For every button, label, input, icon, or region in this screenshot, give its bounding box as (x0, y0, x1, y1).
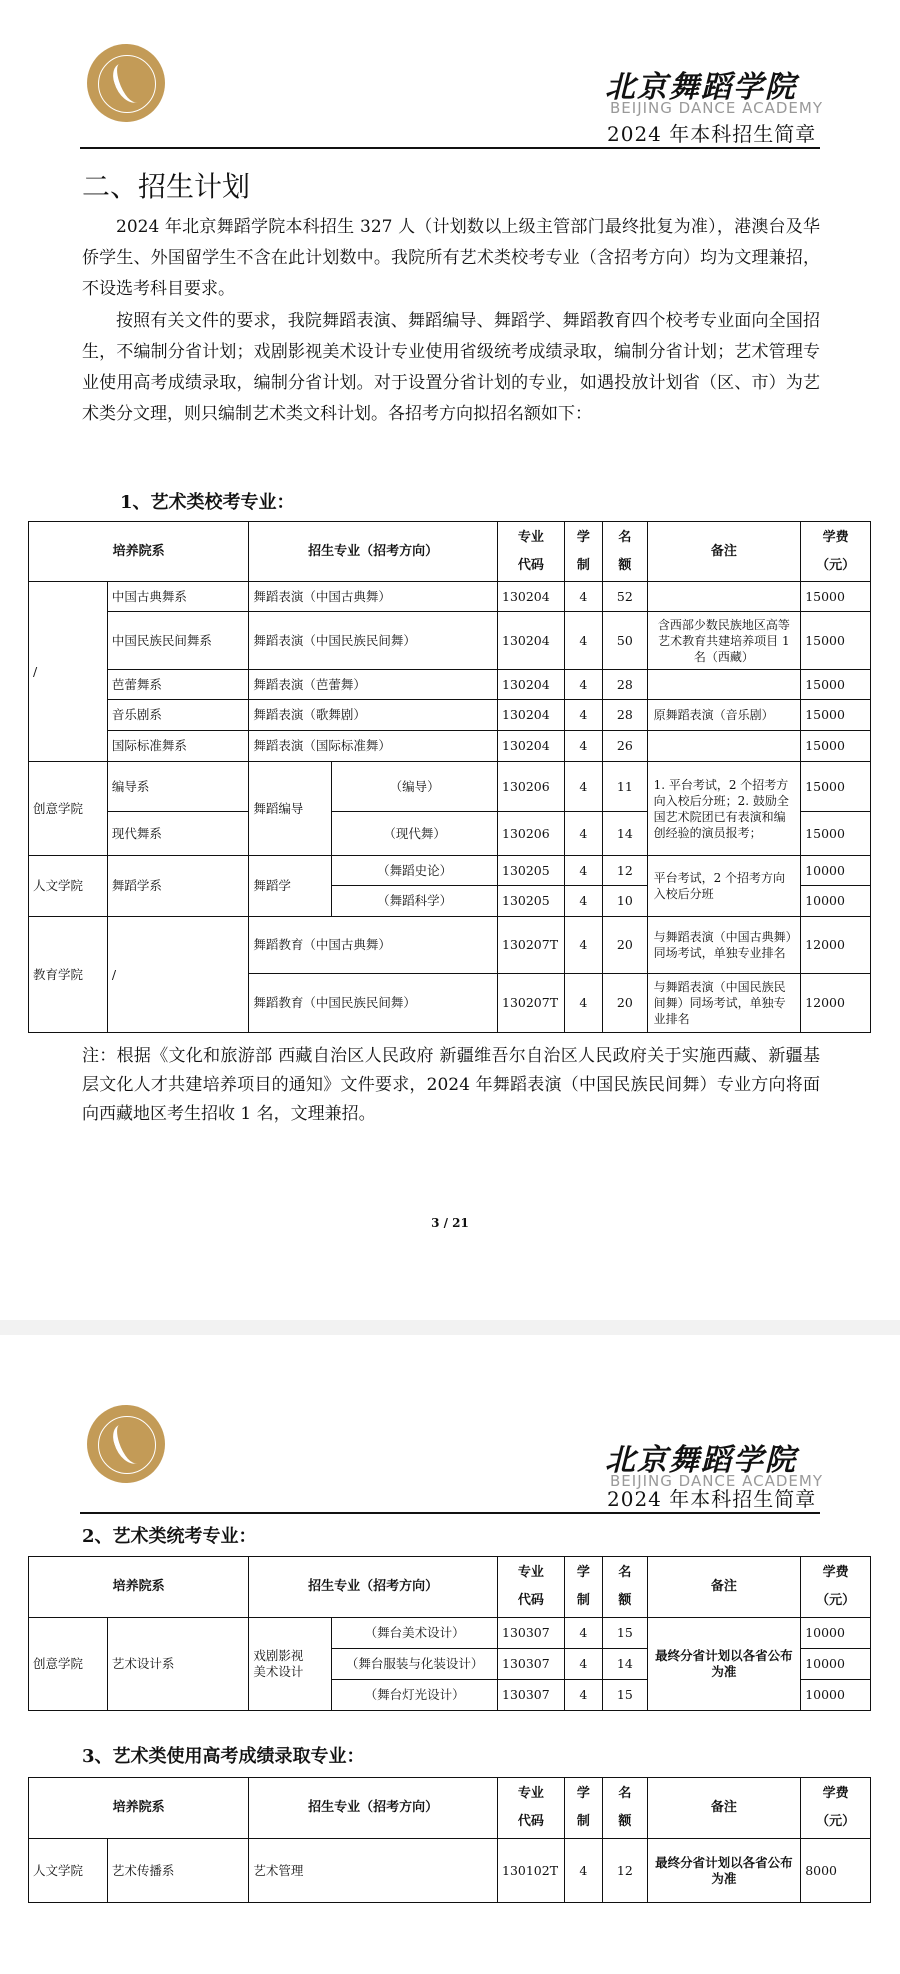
years-cell: 4 (564, 1649, 602, 1680)
header-quota: 名 额 (603, 1557, 647, 1618)
remark-cell: 最终分省计划以各省公布为准 (647, 1618, 801, 1711)
table-unified-exam-majors (28, 1556, 871, 1711)
fee-cell: 10000 (801, 856, 871, 886)
dept-cell: 中国古典舞系 (107, 582, 249, 612)
years-cell: 4 (564, 886, 602, 917)
code-cell: 130207T (498, 917, 565, 974)
code-cell: 130204 (498, 582, 565, 612)
fee-cell: 15000 (801, 812, 871, 856)
college-cell: 创意学院 (29, 762, 108, 856)
dept-cell: / (107, 917, 249, 1033)
remark-cell (647, 731, 801, 762)
remark-cell (647, 670, 801, 700)
table-school-exam-majors (28, 521, 871, 1033)
document-page-4 (0, 1335, 900, 1974)
header-years: 学 制 (564, 522, 602, 582)
fee-cell: 15000 (801, 731, 871, 762)
major-cell: 舞蹈教育（中国民族民间舞） (249, 974, 498, 1033)
header-fee: 学费 （元） (801, 522, 871, 582)
intro-paragraph-2: 按照有关文件的要求，我院舞蹈表演、舞蹈编导、舞蹈学、舞蹈教育四个校考专业面向全国招生，不编制分省计划；戏剧影视美术设计专业使用省级统考成绩录取，编制分省计划；艺术管理专业使用高考成绩录取，编制分省计划。对于设置分省计划的专业，如遇投放计划省（区、市）为艺术类分文理，则只编制艺术类文科计划。各招考方向拟招名额如下： (82, 311, 820, 424)
quota-cell: 28 (603, 670, 647, 700)
header-remark: 备注 (647, 522, 801, 582)
table-row (29, 917, 871, 974)
table-header-row (29, 1557, 871, 1618)
fee-cell: 8000 (801, 1839, 871, 1903)
fee-cell: 15000 (801, 762, 871, 812)
years-cell: 4 (564, 812, 602, 856)
quota-cell: 20 (603, 917, 647, 974)
header-fee: 学费 （元） (801, 1778, 871, 1839)
quota-cell: 12 (603, 856, 647, 886)
header-quota: 名 额 (603, 1778, 647, 1839)
direction-cell: （舞台灯光设计） (332, 1680, 498, 1711)
dept-cell: 编导系 (107, 762, 249, 812)
header-rule (80, 1512, 820, 1514)
footnote: 注：根据《文化和旅游部 西藏自治区人民政府 新疆维吾尔自治区人民政府关于实施西藏、新疆基层文化人才共建培养项目的通知》文件要求，2024 年舞蹈表演（中国民族民间舞）专业方向将面向西藏地区考生招收 1 名，文理兼招。 (82, 1046, 820, 1124)
years-cell: 4 (564, 700, 602, 731)
code-cell: 130307 (498, 1680, 565, 1711)
dept-cell: 舞蹈学系 (107, 856, 249, 917)
remark-cell: 最终分省计划以各省公布为准 (647, 1839, 801, 1903)
college-cell: / (29, 582, 108, 762)
table-row (29, 1618, 871, 1649)
major-cell: 戏剧影视 美术设计 (249, 1618, 332, 1711)
section-title: 二、招生计划 (82, 170, 251, 203)
school-name-en: BEIJING DANCE ACADEMY (610, 1472, 824, 1490)
code-cell: 130102T (498, 1839, 565, 1903)
table-header-row (29, 1778, 871, 1839)
fee-cell: 10000 (801, 886, 871, 917)
quota-cell: 20 (603, 974, 647, 1033)
table-row (29, 731, 871, 762)
table-header-row (29, 522, 871, 582)
years-cell: 4 (564, 1839, 602, 1903)
years-cell: 4 (564, 1680, 602, 1711)
header-college: 培养院系 (29, 1778, 249, 1839)
direction-cell: （舞台服装与化装设计） (332, 1649, 498, 1680)
dept-cell: 中国民族民间舞系 (107, 612, 249, 670)
quota-cell: 12 (603, 1839, 647, 1903)
code-cell: 130204 (498, 731, 565, 762)
academy-seal-logo (87, 44, 165, 122)
subheading-unified-exam: 2、艺术类统考专业： (82, 1526, 257, 1547)
page-header (0, 0, 900, 150)
subheading-gaokao-majors: 3、艺术类使用高考成绩录取专业： (82, 1746, 365, 1767)
major-cell: 舞蹈表演（国际标准舞） (249, 731, 498, 762)
table-row (29, 856, 871, 886)
remark-cell: 与舞蹈表演（中国古典舞）同场考试，单独专业排名 (647, 917, 801, 974)
quota-cell: 14 (603, 812, 647, 856)
subheading-school-exam: 1、艺术类校考专业： (120, 492, 295, 513)
header-major: 招生专业（招考方向） (249, 1778, 498, 1839)
table-row (29, 582, 871, 612)
fee-cell: 15000 (801, 700, 871, 731)
college-cell: 创意学院 (29, 1618, 108, 1711)
header-major: 招生专业（招考方向） (249, 1557, 498, 1618)
dept-cell: 艺术设计系 (107, 1618, 249, 1711)
header-remark: 备注 (647, 1557, 801, 1618)
header-years: 学 制 (564, 1778, 602, 1839)
table-row (29, 762, 871, 812)
code-cell: 130205 (498, 886, 565, 917)
quota-cell: 28 (603, 700, 647, 731)
code-cell: 130206 (498, 762, 565, 812)
fee-cell: 10000 (801, 1618, 871, 1649)
fee-cell: 15000 (801, 582, 871, 612)
header-rule (80, 147, 820, 149)
major-cell: 舞蹈表演（中国古典舞） (249, 582, 498, 612)
fee-cell: 12000 (801, 917, 871, 974)
school-name-en: BEIJING DANCE ACADEMY (610, 99, 824, 117)
major-cell: 舞蹈编导 (249, 762, 332, 856)
quota-cell: 11 (603, 762, 647, 812)
major-cell: 舞蹈教育（中国古典舞） (249, 917, 498, 974)
header-years: 学 制 (564, 1557, 602, 1618)
code-cell: 130204 (498, 612, 565, 670)
years-cell: 4 (564, 1618, 602, 1649)
remark-cell (647, 582, 801, 612)
header-college: 培养院系 (29, 1557, 249, 1618)
years-cell: 4 (564, 856, 602, 886)
header-code: 专业 代码 (498, 522, 565, 582)
header-fee: 学费 （元） (801, 1557, 871, 1618)
years-cell: 4 (564, 670, 602, 700)
direction-cell: （舞台美术设计） (332, 1618, 498, 1649)
quota-cell: 10 (603, 886, 647, 917)
college-cell: 人文学院 (29, 856, 108, 917)
quota-cell: 14 (603, 1649, 647, 1680)
years-cell: 4 (564, 762, 602, 812)
dept-cell: 芭蕾舞系 (107, 670, 249, 700)
academy-seal-logo (87, 1405, 165, 1483)
code-cell: 130204 (498, 700, 565, 731)
years-cell: 4 (564, 582, 602, 612)
fee-cell: 12000 (801, 974, 871, 1033)
header-major: 招生专业（招考方向） (249, 522, 498, 582)
direction-cell: （现代舞） (332, 812, 498, 856)
dept-cell: 现代舞系 (107, 812, 249, 856)
school-name-cn: 北京舞蹈学院 (605, 1443, 797, 1478)
remark-cell: 与舞蹈表演（中国民族民间舞）同场考试，单独专业排名 (647, 974, 801, 1033)
brochure-title: 2024 年本科招生简章 (607, 122, 817, 146)
quota-cell: 50 (603, 612, 647, 670)
years-cell: 4 (564, 917, 602, 974)
page-number: 3 / 21 (431, 1216, 469, 1230)
table-row (29, 700, 871, 731)
major-cell: 艺术管理 (249, 1839, 498, 1903)
fee-cell: 15000 (801, 612, 871, 670)
remark-cell: 平台考试，2 个招考方向入校后分班 (647, 856, 801, 917)
table-row (29, 612, 871, 670)
fee-cell: 15000 (801, 670, 871, 700)
direction-cell: （舞蹈史论） (332, 856, 498, 886)
quota-cell: 15 (603, 1680, 647, 1711)
college-cell: 人文学院 (29, 1839, 108, 1903)
remark-cell: 1. 平台考试，2 个招考方向入校后分班；2. 鼓励全国艺术院团已有表演和编创经验的演员报考； (647, 762, 801, 856)
school-name-cn: 北京舞蹈学院 (605, 70, 797, 105)
years-cell: 4 (564, 731, 602, 762)
table-gaokao-majors (28, 1777, 871, 1903)
fee-cell: 10000 (801, 1649, 871, 1680)
header-college: 培养院系 (29, 522, 249, 582)
dept-cell: 国际标准舞系 (107, 731, 249, 762)
header-remark: 备注 (647, 1778, 801, 1839)
intro-paragraph-1: 2024 年北京舞蹈学院本科招生 327 人（计划数以上级主管部门最终批复为准），港澳台及华侨学生、外国留学生不含在此计划数中。我院所有艺术类校考专业（含招考方向）均为文理兼招，不设选考科目要求。 (82, 217, 820, 299)
header-quota: 名 额 (603, 522, 647, 582)
code-cell: 130206 (498, 812, 565, 856)
brochure-title: 2024 年本科招生简章 (607, 1487, 817, 1511)
code-cell: 130204 (498, 670, 565, 700)
dept-cell: 艺术传播系 (107, 1839, 249, 1903)
header-code: 专业 代码 (498, 1778, 565, 1839)
quota-cell: 52 (603, 582, 647, 612)
direction-cell: （舞蹈科学） (332, 886, 498, 917)
table-row (29, 1839, 871, 1903)
header-code: 专业 代码 (498, 1557, 565, 1618)
code-cell: 130307 (498, 1649, 565, 1680)
major-cell: 舞蹈表演（芭蕾舞） (249, 670, 498, 700)
page-header (0, 1335, 900, 1490)
years-cell: 4 (564, 974, 602, 1033)
code-cell: 130207T (498, 974, 565, 1033)
major-cell: 舞蹈学 (249, 856, 332, 917)
major-cell: 舞蹈表演（中国民族民间舞） (249, 612, 498, 670)
remark-cell: 含西部少数民族地区高等艺术教育共建培养项目 1 名（西藏） (647, 612, 801, 670)
fee-cell: 10000 (801, 1680, 871, 1711)
major-cell: 舞蹈表演（歌舞剧） (249, 700, 498, 731)
quota-cell: 26 (603, 731, 647, 762)
remark-cell: 原舞蹈表演（音乐剧） (647, 700, 801, 731)
quota-cell: 15 (603, 1618, 647, 1649)
dept-cell: 音乐剧系 (107, 700, 249, 731)
code-cell: 130307 (498, 1618, 565, 1649)
direction-cell: （编导） (332, 762, 498, 812)
table-row (29, 670, 871, 700)
college-cell: 教育学院 (29, 917, 108, 1033)
code-cell: 130205 (498, 856, 565, 886)
years-cell: 4 (564, 612, 602, 670)
